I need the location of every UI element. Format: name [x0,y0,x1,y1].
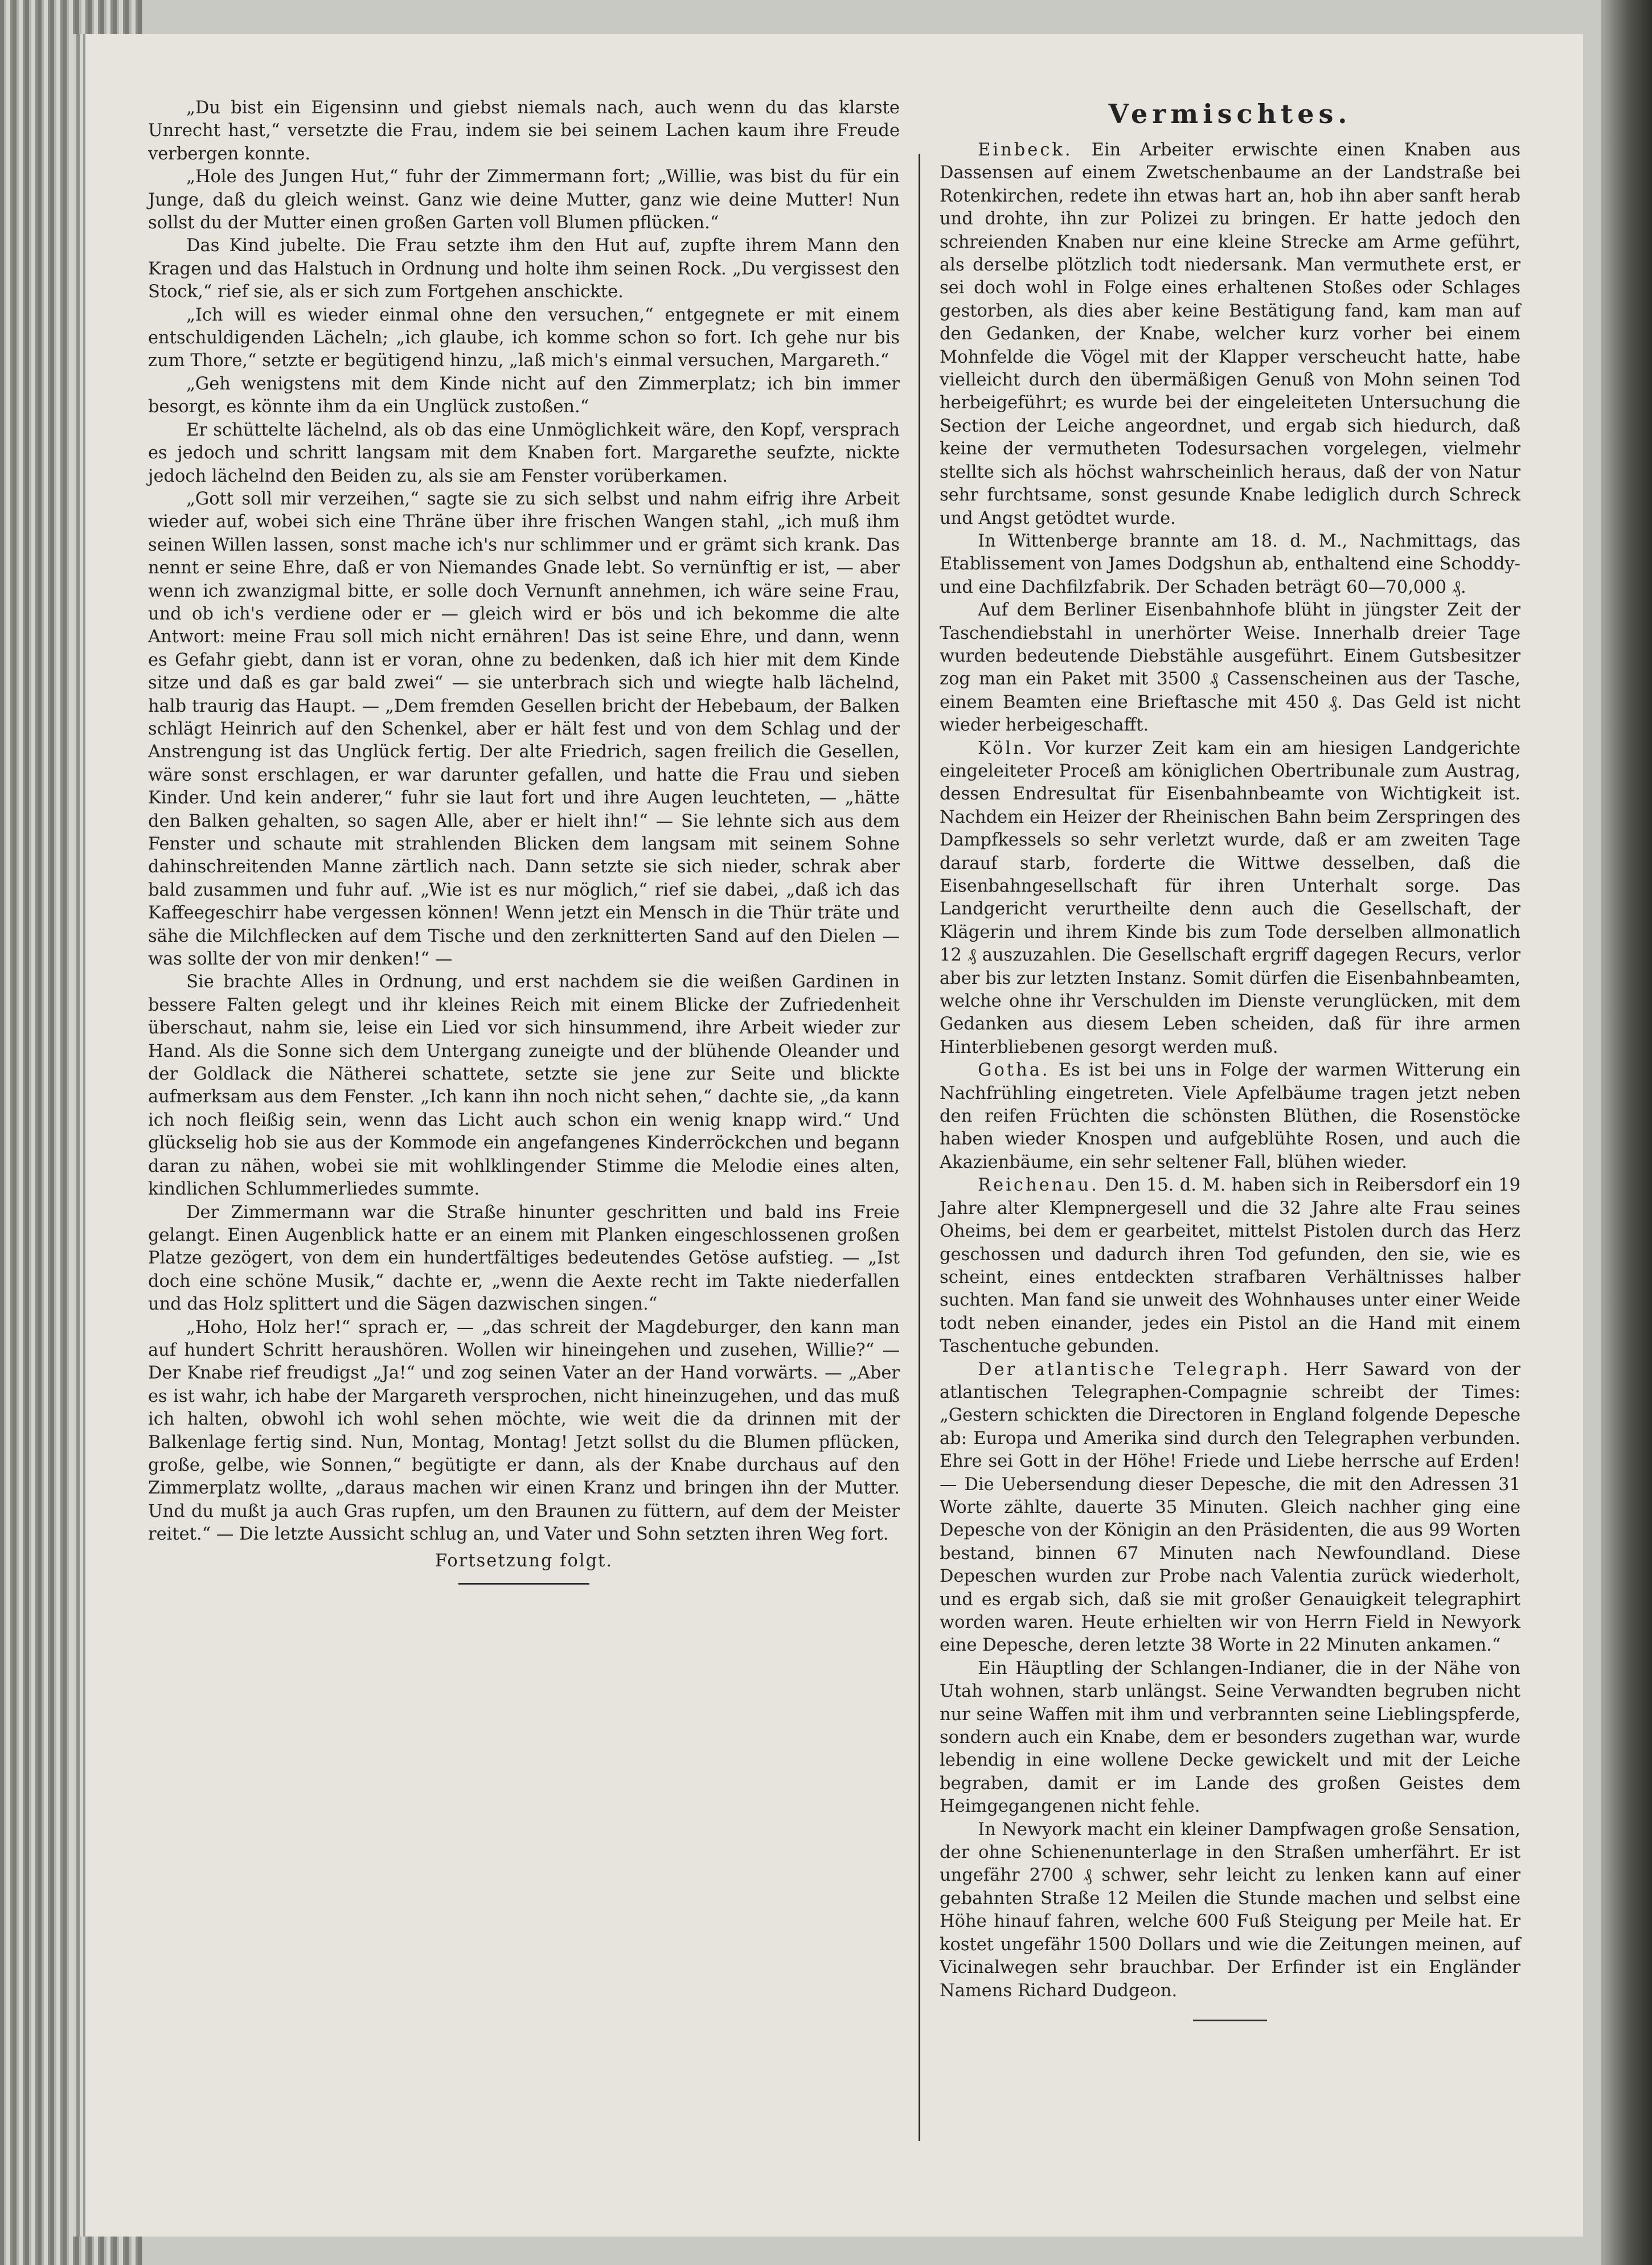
newspaper-page [85,34,1583,2237]
news-item-text: In Wittenberge brannte am 18. d. M., Nachmittags, das Etablissement von James Dodgshun ab, enthaltend eine Schoddy- und eine Dachfilzfabrik. Der Schaden beträgt 60—70,000 ₰. [940,531,1520,597]
news-item-place: Köln. [978,738,1035,758]
continuation-note: Fortsetzung folgt. [434,1550,613,1571]
news-item-text: In Newyork macht ein kleiner Dampfwagen große Sensation, der ohne Schienenunterlage in den Straßen umherfährt. Er ist ungefähr 2700 ₰ schwer, sehr leicht zu lenken kann auf einer gebahnten Straße 12 Meilen die Stunde machen und selbst eine Höhe hinauf fahren, welche 600 Fuß Steigung per Meile hat. Er kostet ungefähr 1500 Dollars und wie die Zeitungen meinen, auf Vicinalwegen sehr brauchbar. Der Erfinder ist ein Engländer Namens Richard Dudgeon. [940,1819,1520,2001]
end-rule [458,1583,589,1585]
section-heading: Vermischtes. [1108,99,1352,129]
news-item-place: Der atlantische Telegraph. [978,1359,1291,1380]
news-item [940,1657,1520,1819]
news-item [940,599,1520,737]
news-item-text: Auf dem Berliner Eisenbahnhofe blüht in jüngster Zeit der Taschendiebstahl in unerhörter Weise. Innerhalb dreier Tage wurden bedeutende Diebstähle ausgeführt. Einem Gutsbesitzer zog man ein Paket mit 3500 ₰ Cassenscheinen aus der Tasche, einem Beamten eine Brieftasche mit 450 ₰. Das Geld ist nicht wieder herbeigeschafft. [940,600,1520,736]
column-divider [919,154,920,2141]
news-item-place: Einbeck. [978,140,1073,160]
story-paragraph: Er schüttelte lächelnd, als ob das eine Unmöglichkeit wäre, den Kopf, versprach es jedoch und schritt langsam mit dem Knaben fort. Margarethe seufzte, nickte jedoch lächelnd den Beiden zu, als sie am Fenster vorüberkamen. [148,420,900,486]
news-item [940,139,1520,530]
news-item-text: Ein Häuptling der Schlangen-Indianer, die in der Nähe von Utah wohnen, starb unlängst. Seine Verwandten begruben nicht nur seine Waffen mit ihm und verbrannten seine Lieblingspferde, sondern auch ein Knabe, dem er besonders zugethan war, wurde lebendig in eine wollene Decke gewickelt und mit der Leiche begraben, damit er im Lande des großen Geistes dem Heimgegangenen nicht fehle. [940,1658,1520,1817]
story-paragraph: Der Zimmermann war die Straße hinunter geschritten und bald ins Freie gelangt. Einen Augenblick hatte er an einem mit Planken eingeschlossenen großen Platze gezögert, von dem ein hundertfältiges bedeutendes Getöse aufstieg. — „Ist doch eine schöne Musik,“ dachte er, „wenn die Aexte recht im Takte niederfallen und das Holz splittert und die Sägen dazwischen singen.“ [148,1202,900,1315]
story-paragraph: „Geh wenigstens mit dem Kinde nicht auf den Zimmerplatz; ich bin immer besorgt, es könnte ihm da ein Unglück zustoßen.“ [148,374,900,417]
news-item [940,1174,1520,1358]
story-paragraph: „Gott soll mir verzeihen,“ sagte sie zu sich selbst und nahm eifrig ihre Arbeit wieder auf, wobei sich eine Thräne über ihre frischen Wangen stahl, „ich muß ihm seinen Willen lassen, sonst mache ich's nur schlimmer und er grämt sich krank. Das nennt er seine Ehre, daß er von Niemandes Gnade lebt. So vernünftig er ist, — aber wenn ich zwanzigmal bitte, er solle doch Vernunft annehmen, ich wäre seine Frau, und ob ich's verdiene oder er — gleich wird er bös und ich bekomme die alte Antwort: meine Frau soll mich nicht ernähren! Das ist seine Ehre, und dann, wenn es Gefahr giebt, dann ist er voran, ohne zu bedenken, daß ich hier mit dem Kinde sitze und daß es gar bald zwei“ — sie unterbrach sich und wiegte halb lächelnd, halb traurig das Haupt. — „Dem fremden Gesellen bricht der Hebebaum, der Balken schlägt Heinrich auf den Schenkel, aber er hält fest und von dem Schlag und der Anstrengung ist das Unglück fertig. Der alte Friedrich, sagen freilich die Gesellen, wäre sonst erschlagen, er war darunter gefallen, und hatte die Frau und sieben Kinder. Und kein anderer,“ fuhr sie laut fort und ihre Augen leuchteten, — „hätte den Balken gehalten, so sagen Alle, aber er hielt ihn!“ — Sie lehnte sich aus dem Fenster und schaute mit strahlenden Blicken dem langsam mit seinem Sohne dahinschreitenden Manne zärtlich nach. Dann setzte sie sich nieder, schrak aber bald zusammen und fuhr auf. „Wie ist es nur möglich,“ rief sie dabei, „daß ich das Kaffeegeschirr habe vergessen können! Wenn jetzt ein Mensch in die Thür träte und sähe die Milchflecken auf dem Tische und den zerknitterten Sand auf den Dielen — was sollte der von mir denken!“ — [148,489,900,970]
story-paragraph: „Ich will es wieder einmal ohne den versuchen,“ entgegnete er mit einem entschuldigenden Lächeln; „ich glaube, ich komme schon so fort. Ich gehe nur bis zum Thore,“ setzte er begütigend hinzu, „laß mich's einmal versuchen, Margareth.“ [148,305,900,371]
news-item-text: Vor kurzer Zeit kam ein am hiesigen Landgerichte eingeleiteter Proceß am königlichen Obertribunale zum Austrag, dessen Endresultat für Eisenbahnbeamte von Wichtigkeit ist. Nachdem ein Heizer der Rheinischen Bahn beim Zerspringen des Dampfkessels so sehr verletzt wurde, daß er am zweiten Tage darauf starb, forderte die Wittwe desselben, daß die Eisenbahngesellschaft für ihren Unterhalt sorge. Das Landgericht verurtheilte denn auch die Gesellschaft, der Klägerin und ihrem Kinde bis zum Tode derselben allmonatlich 12 ₰ auszuzahlen. Die Gesellschaft ergriff dagegen Recurs, verlor aber bis zur letzten Instanz. Somit dürfen die Eisenbahnbeamten, welche ohne ihr Verschulden im Dienste verunglücken, mit dem Gedanken aus diesem Leben scheiden, daß für ihre armen Hinterbliebenen gesorgt werden muß. [940,738,1520,1057]
news-item-text: Den 15. d. M. haben sich in Reibersdorf ein 19 Jahre alter Klempnergesell und die 32 Jahre alte Frau seines Oheims, bei dem er gearbeitet, mittelst Pistolen durch das Herz geschossen und dadurch ihren Tod gefunden, den sie, wie es scheint, eines entdeckten strafbaren Verhältnisses halber suchten. Man fand sie unweit des Wohnhauses unter einer Weide todt neben einander, jedes ein Pistol an die Hand mit einem Taschentuche gebunden. [940,1175,1520,1357]
news-item-place: Gotha. [978,1060,1050,1081]
left-column-story [148,97,900,1585]
news-item-text: Es ist bei uns in Folge der warmen Witterung ein Nachfrühling eingetreten. Viele Apfelbäume tragen jetzt neben den reifen Früchten die schönsten Blüthen, die Rosenstöcke haben wieder Knospen und aufgeblühte Rosen, und auch die Akazienbäume, ein sehr seltener Fall, blühen wieder. [940,1060,1520,1172]
news-item [940,1819,1520,2003]
story-paragraph: „Hole des Jungen Hut,“ fuhr der Zimmermann fort; „Willie, was bist du für ein Junge, daß du gleich weinst. Ganz wie deine Mutter, ganz wie deine Mutter! Nun sollst du der Mutter einen großen Garten voll Blumen pflücken.“ [148,167,900,233]
story-paragraph: „Du bist ein Eigensinn und giebst niemals nach, auch wenn du das klarste Unrecht hast,“ versetzte die Frau, indem sie bei seinem Lachen kaum ihre Freude verbergen konnte. [148,98,900,164]
news-item [940,530,1520,599]
news-item-place: Reichenau. [978,1175,1099,1196]
news-item-text: Herr Saward von der atlantischen Telegraphen-Compagnie schreibt der Times: „Gestern schickten die Directoren in England folgende Depesche ab: Europa und Amerika sind durch den Telegraphen verbunden. Ehre sei Gott in der Höhe! Friede und Liebe herrsche auf Erden! — Die Uebersendung dieser Depesche, die mit den Adressen 31 Worte zählte, dauerte 35 Minuten. Gleich nachher ging eine Depesche von der Königin an den Präsidenten, die aus 99 Worten bestand, binnen 67 Minuten nach Newfoundland. Diese Depeschen wurden zur Probe nach Valentia zurück wiederholt, und es ergab sich, daß sie mit großer Genauigkeit telegraphirt worden waren. Heute erhielten wir von Herrn Field in Newyork eine Depesche, deren letzte 38 Worte in 22 Minuten ankamen.“ [940,1359,1520,1656]
book-spine-shadow [1601,0,1652,2265]
story-paragraph: Das Kind jubelte. Die Frau setzte ihm den Hut auf, zupfte ihrem Mann den Kragen und das Halstuch in Ordnung und holte ihm seinen Rock. „Du vergissest den Stock,“ rief sie, als er sich zum Fortgehen anschickte. [148,236,900,302]
news-item [940,1059,1520,1174]
news-item [940,737,1520,1060]
news-item [940,1359,1520,1657]
story-paragraph: „Hoho, Holz her!“ sprach er, — „das schreit der Magdeburger, den kann man auf hundert Schritt heraushören. Wollen wir hineingehen und zusehen, Willie?“ — Der Knabe rief freudigst „Ja!“ und zog seinen Vater an der Hand vorwärts. — „Aber es ist wahr, ich habe der Margareth versprochen, nicht hineinzugehen, und das muß ich halten, obwohl ich wohl sehen möchte, wie weit die da drinnen mit der Balkenlage fertig sind. Nun, Montag, Montag! Jetzt sollst du die Blumen pflücken, große, gelbe, wie Sonnen,“ begütigte er dann, als der Knabe durchaus auf den Zimmerplatz wollte, „daraus machen wir einen Kranz und bringen ihn der Mutter. Und du mußt ja auch Gras rupfen, um den Braunen zu füttern, auf dem der Meister reitet.“ — Die letzte Aussicht schlug an, und Vater und Sohn setzten ihren Weg fort. [148,1317,900,1545]
right-column-miscellany [940,97,1520,2021]
story-paragraph: Sie brachte Alles in Ordnung, und erst nachdem sie die weißen Gardinen in bessere Falten gelegt und ihr kleines Reich mit einem Blicke der Zufriedenheit überschaut, nahm sie, leise ein Lied vor sich hinsummend, ihre Arbeit wieder zur Hand. Als die Sonne sich dem Untergang zuneigte und der blühende Oleander und der Goldlack die Nätherei schattete, setzte sie jene zur Seite und blickte aufmerksam aus dem Fenster. „Ich kann ihn noch nicht sehen,“ dachte sie, „da kann ich noch fleißig sein, wenn das Licht auch schon ein wenig knapp wird.“ Und glückselig hob sie aus der Kommode ein angefangenes Kinderröckchen und begann daran zu nähen, wobei sie mit wohlklingender Stimme die Melodie eines alten, kindlichen Schlummerliedes summte. [148,972,900,1200]
end-rule [1193,2020,1267,2021]
news-item-text: Ein Arbeiter erwischte einen Knaben aus Dassensen auf einem Zwetschenbaume an der Landstraße bei Rotenkirchen, redete ihn etwas hart an, hob ihn aber sanft herab und drohte, ihn zur Polizei zu bringen. Er hatte jedoch den schreienden Knaben nur eine kleine Strecke am Arme geführt, als derselbe plötzlich todt niedersank. Man vermuthete erst, er sei doch wohl in Folge eines erhaltenen Stoßes oder Schlages gestorben, als dies aber keine Bestätigung fand, kam man auf den Gedanken, der Knabe, welcher kurz vorher bei einem Mohnfelde die Vögel mit der Klapper verscheucht hatte, habe vielleicht durch den übermäßigen Genuß von Mohn seinen Tod herbeigeführt; es wurde bei der eingeleiteten Untersuchung die Section der Leiche angeordnet, und ergab sich hiedurch, daß keine der vermutheten Todesursachen vorgelegen, vielmehr stellte sich als höchst wahrscheinlich heraus, daß der von Natur sehr furchtsame, sonst gesunde Knabe lediglich durch Schreck und Angst getödtet wurde. [940,140,1520,528]
